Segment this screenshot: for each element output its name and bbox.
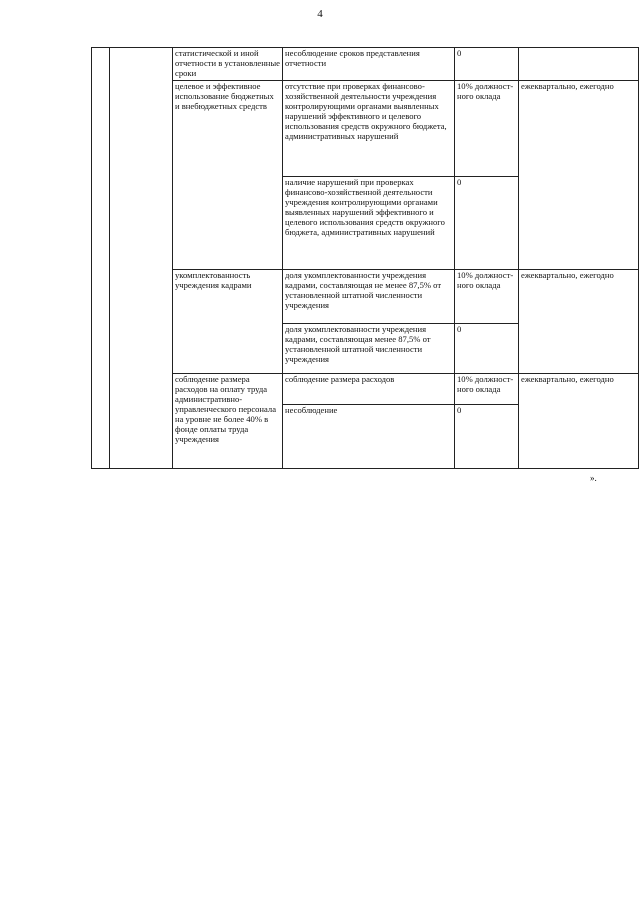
- table-row: [92, 270, 639, 324]
- table-row: [92, 48, 639, 81]
- indicator-column: [110, 48, 173, 469]
- table-row: [92, 374, 639, 405]
- amount-cell: 10% должност-ного оклада: [455, 81, 519, 177]
- amount-cell: 0: [455, 324, 519, 374]
- amount-cell: 0: [455, 48, 519, 81]
- period-cell: ежеквартально, ежегодно: [519, 81, 639, 270]
- condition-cell: несоблюдение сроков представления отчетности: [283, 48, 455, 81]
- criterion-cell: целевое и эффективное использование бюджетных и внебюджетных средств: [173, 81, 283, 270]
- page-number: 4: [317, 8, 323, 20]
- period-cell: ежеквартально, ежегодно: [519, 270, 639, 374]
- criteria-table: [91, 47, 639, 469]
- criterion-cell: соблюдение размера расходов на оплату труда административно-управленческого персонала на уровне не более 40% в фонде оплаты труда учреждения: [173, 374, 283, 469]
- condition-cell: наличие нарушений при проверках финансово-хозяйственной деятельности учреждения контролирующими органами выявленных нарушений эффективного и целевого использования средств окружного бюджета, административных нарушений: [283, 177, 455, 270]
- amount-cell: 0: [455, 177, 519, 270]
- condition-cell: доля укомплектованности учреждения кадрами, составляющая не менее 87,5% от установленной штатной численности учреждения: [283, 270, 455, 324]
- amount-cell: 10% должност-ного оклада: [455, 270, 519, 324]
- amount-cell: 10% должност-ного оклада: [455, 374, 519, 405]
- index-column: [92, 48, 110, 469]
- amount-cell: 0: [455, 405, 519, 469]
- period-cell: ежеквартально, ежегодно: [519, 374, 639, 469]
- condition-cell: доля укомплектованности учреждения кадрами, составляющая менее 87,5% от установленной штатной численности учреждения: [283, 324, 455, 374]
- table-row: [92, 81, 639, 177]
- period-cell: [519, 48, 639, 81]
- criterion-cell: укомплектованность учреждения кадрами: [173, 270, 283, 374]
- footnote-mark: ».: [590, 473, 597, 483]
- condition-cell: соблюдение размера расходов: [283, 374, 455, 405]
- condition-cell: несоблюдение: [283, 405, 455, 469]
- condition-cell: отсутствие при проверках финансово-хозяйственной деятельности учреждения контролирующими органами выявленных нарушений эффективного и целевого использования средств окружного бюджета, административных нарушений: [283, 81, 455, 177]
- criterion-cell: статистической и иной отчетности в установленные сроки: [173, 48, 283, 81]
